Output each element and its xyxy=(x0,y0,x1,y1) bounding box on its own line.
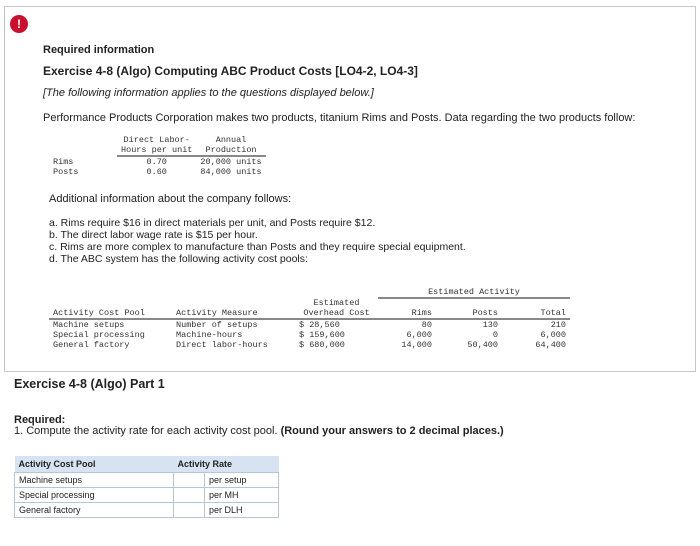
part-title: Exercise 4-8 (Algo) Part 1 xyxy=(14,377,165,391)
hdr-measure: Activity Measure xyxy=(172,308,295,319)
hdr-pool: Activity Cost Pool xyxy=(49,308,172,319)
list-item: d. The ABC system has the following activity cost pools: xyxy=(49,253,308,265)
hours-value: 0.60 xyxy=(146,167,167,177)
posts-cell: 0 xyxy=(492,330,498,340)
table-row xyxy=(15,473,279,488)
hdr-posts: Posts xyxy=(436,308,502,319)
activity-rate-input[interactable] xyxy=(174,488,205,503)
answer-table xyxy=(14,456,279,518)
rate-input-setups[interactable] xyxy=(174,474,204,486)
intro-text: Performance Products Corporation makes two products, titanium Rims and Posts. Data regarding the two products follow: xyxy=(43,112,636,124)
hdr-total: Total xyxy=(502,308,570,319)
overhead-hdr-2: Overhead Cost xyxy=(295,308,378,319)
product-table xyxy=(49,135,266,177)
question-main: 1. Compute the activity rate for each activity cost pool. xyxy=(14,425,278,437)
col-hdr-hours-1: Direct Labor- xyxy=(123,135,190,145)
answer-hdr-rate: Activity Rate xyxy=(174,456,279,473)
table-row xyxy=(49,167,266,177)
cost-cell: $ 680,000 xyxy=(299,340,345,350)
production-value: 84,000 units xyxy=(200,167,262,177)
total-cell: 6,000 xyxy=(540,330,566,340)
unit-cell: per setup xyxy=(205,473,279,488)
rims-cell: 14,000 xyxy=(401,340,432,350)
list-item: a. Rims require $16 in direct materials per unit, and Posts require $12. xyxy=(49,217,376,229)
answer-hdr-pool: Activity Cost Pool xyxy=(15,456,174,473)
table-row xyxy=(49,319,570,330)
product-name: Posts xyxy=(53,167,79,177)
total-cell: 64,400 xyxy=(535,340,566,350)
activity-table xyxy=(49,287,570,350)
required-label: Required: xyxy=(14,414,66,426)
measure-cell: Number of setups xyxy=(176,320,258,330)
pool-cell: General factory xyxy=(53,340,130,350)
hours-value: 0.70 xyxy=(146,157,167,167)
unit-cell: per MH xyxy=(205,488,279,503)
table-row xyxy=(15,503,279,518)
col-hdr-hours-2: Hours per unit xyxy=(117,145,196,156)
info-card xyxy=(4,6,696,372)
table-row xyxy=(49,156,266,167)
total-cell: 210 xyxy=(550,320,566,330)
product-name: Rims xyxy=(53,156,74,167)
col-hdr-production-2: Production xyxy=(196,145,265,156)
pool-cell: Special processing xyxy=(53,330,145,340)
answer-pool-cell: Machine setups xyxy=(15,473,174,488)
measure-cell: Direct labor-hours xyxy=(176,340,268,350)
answer-pool-cell: General factory xyxy=(15,503,174,518)
list-item: c. Rims are more complex to manufacture than Posts and they require special equipment. xyxy=(49,241,466,253)
additional-list xyxy=(49,217,466,265)
rate-input-special[interactable] xyxy=(174,489,204,501)
cost-cell: $ 159,600 xyxy=(299,330,345,340)
posts-cell: 130 xyxy=(482,320,498,330)
table-row xyxy=(49,340,570,350)
production-value: 20,000 units xyxy=(200,157,262,167)
col-hdr-production-1: Annual xyxy=(215,135,247,145)
rate-input-general[interactable] xyxy=(174,504,204,516)
overhead-hdr-1: Estimated xyxy=(313,298,360,308)
required-information-label: Required information xyxy=(43,44,155,56)
rims-cell: 6,000 xyxy=(406,330,432,340)
table-row xyxy=(15,488,279,503)
exercise-title: Exercise 4-8 (Algo) Computing ABC Product Costs [LO4-2, LO4-3] xyxy=(43,64,418,78)
activity-rate-input[interactable] xyxy=(174,503,205,518)
additional-heading: Additional information about the company follows: xyxy=(49,193,292,205)
rims-cell: 80 xyxy=(421,320,432,330)
hdr-rims: Rims xyxy=(378,308,436,319)
question-text xyxy=(14,425,504,437)
posts-cell: 50,400 xyxy=(467,340,498,350)
estimated-activity-header: Estimated Activity xyxy=(378,287,570,298)
activity-rate-input[interactable] xyxy=(174,473,205,488)
pool-cell: Machine setups xyxy=(53,320,125,330)
cost-cell: $ 28,560 xyxy=(299,320,340,330)
note-text: [The following information applies to the questions displayed below.] xyxy=(43,87,374,99)
measure-cell: Machine-hours xyxy=(176,330,243,340)
list-item: b. The direct labor wage rate is $15 per hour. xyxy=(49,229,258,241)
table-row xyxy=(49,330,570,340)
exclamation-icon: ! xyxy=(10,15,28,33)
answer-pool-cell: Special processing xyxy=(15,488,174,503)
question-rounding: (Round your answers to 2 decimal places.) xyxy=(280,425,504,437)
unit-cell: per DLH xyxy=(205,503,279,518)
